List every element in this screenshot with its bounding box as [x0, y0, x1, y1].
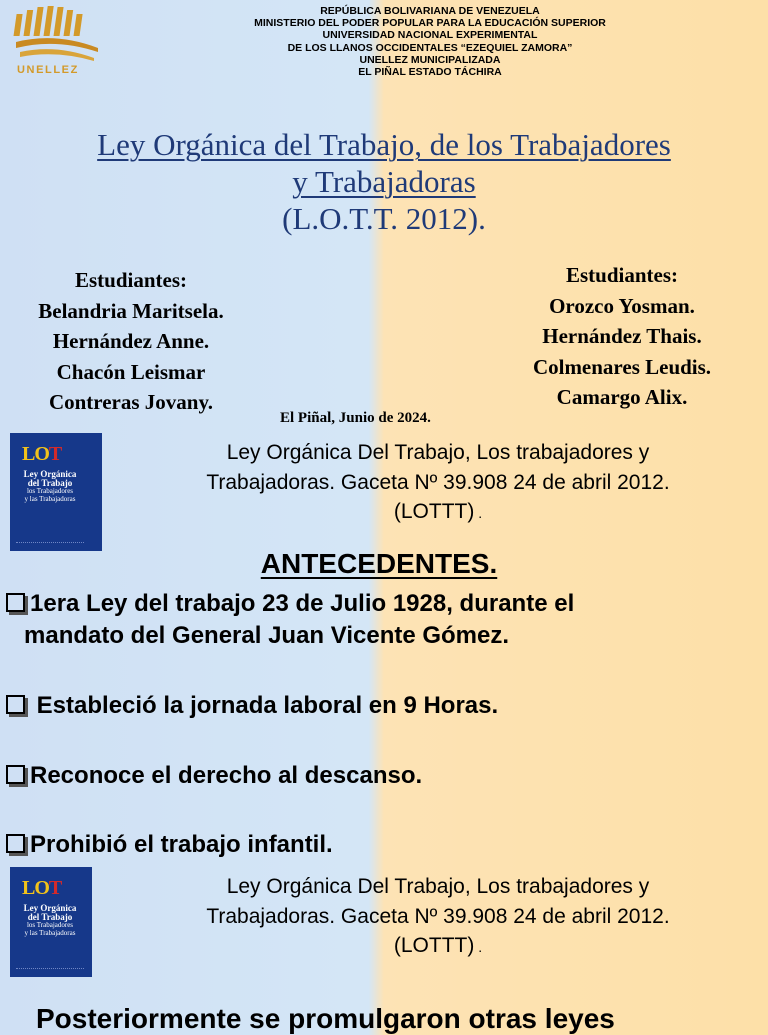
students-right	[500, 260, 744, 413]
checkbox-bullet-icon	[6, 834, 25, 853]
student-name: Orozco Yosman.	[549, 293, 695, 318]
institution-line: UNIVERSIDAD NACIONAL EXPERIMENTAL	[322, 29, 538, 42]
checkbox-bullet-icon	[6, 765, 25, 784]
bullet-item: Reconoce el derecho al descanso.	[6, 760, 422, 792]
logo-text: UNELLEZ	[17, 64, 79, 76]
bottom-heading: Posteriormente se promulgaron otras leyes	[36, 1003, 615, 1034]
title-line-3: (L.O.T.T. 2012).	[282, 201, 486, 236]
section-title: ANTECEDENTES.	[260, 548, 498, 579]
students-left	[6, 265, 256, 418]
page-title	[0, 126, 768, 237]
institution-line: REPÚBLICA BOLIVARIANA DE VENEZUELA	[320, 5, 540, 17]
law-reference	[118, 872, 758, 963]
lot-logo: LOT	[22, 443, 62, 465]
book-cover-image	[10, 433, 102, 551]
book-cover-title: Ley Orgánica del Trabajo los Trabajadores y las Trabajadoras	[23, 469, 77, 503]
student-name: Camargo Alix.	[556, 385, 688, 409]
title-line-1: Ley Orgánica del Trabajo, de los Trabajadores	[97, 127, 671, 162]
unellez-logo	[10, 4, 102, 82]
student-name: Hernández Thais.	[542, 324, 702, 348]
reference-line-1: Ley Orgánica Del Trabajo, Los trabajadores y	[226, 441, 650, 464]
unellez-logo-mark-icon	[10, 4, 102, 64]
student-name: Chacón Leismar	[56, 359, 206, 384]
reference-line-3: (LOTTT) .	[393, 500, 483, 523]
book-cover-footer	[16, 968, 84, 971]
students-heading: Estudiantes:	[74, 268, 188, 292]
reference-line-1: Ley Orgánica Del Trabajo, Los trabajadores y	[226, 875, 650, 898]
book-cover-footer	[16, 542, 84, 545]
book-cover-title: Ley Orgánica del Trabajo los Trabajadores y las Trabajadoras	[23, 903, 77, 937]
law-reference	[118, 438, 758, 529]
bullet-item: Prohibió el trabajo infantil.	[6, 829, 333, 861]
student-name: Contreras Jovany.	[48, 390, 214, 414]
lot-logo: LOT	[22, 877, 62, 899]
institution-header	[180, 5, 680, 78]
bullet-item: Estableció la jornada laboral en 9 Horas.	[6, 690, 498, 722]
reference-line-2: Trabajadoras. Gaceta Nº 39.908 24 de abril 2012.	[206, 904, 670, 928]
checkbox-bullet-icon	[6, 593, 25, 612]
institution-line: EL PIÑAL ESTADO TÁCHIRA	[358, 66, 502, 79]
student-name: Colmenares Leudis.	[532, 354, 712, 379]
reference-line-2: Trabajadoras. Gaceta Nº 39.908 24 de abril 2012.	[206, 470, 670, 494]
checkbox-bullet-icon	[6, 695, 25, 714]
students-heading: Estudiantes:	[565, 263, 679, 287]
institution-line: UNELLEZ MUNICIPALIZADA	[359, 53, 501, 66]
place-date: El Piñal, Junio de 2024.	[280, 410, 431, 426]
bullet-item: 1era Ley del trabajo 23 de Julio 1928, durante el mandato del General Juan Vicente Gómez.	[6, 588, 751, 652]
student-name: Belandria Maritsela.	[38, 298, 224, 323]
title-line-2: y Trabajadoras	[292, 164, 476, 199]
institution-line: MINISTERIO DEL PODER POPULAR PARA LA EDUCACIÓN SUPERIOR	[254, 17, 606, 30]
book-cover-image	[10, 867, 92, 977]
institution-line: DE LOS LLANOS OCCIDENTALES “EZEQUIEL ZAMORA”	[287, 41, 573, 54]
student-name: Hernández Anne.	[52, 329, 210, 353]
reference-line-3: (LOTTT) .	[393, 934, 483, 957]
